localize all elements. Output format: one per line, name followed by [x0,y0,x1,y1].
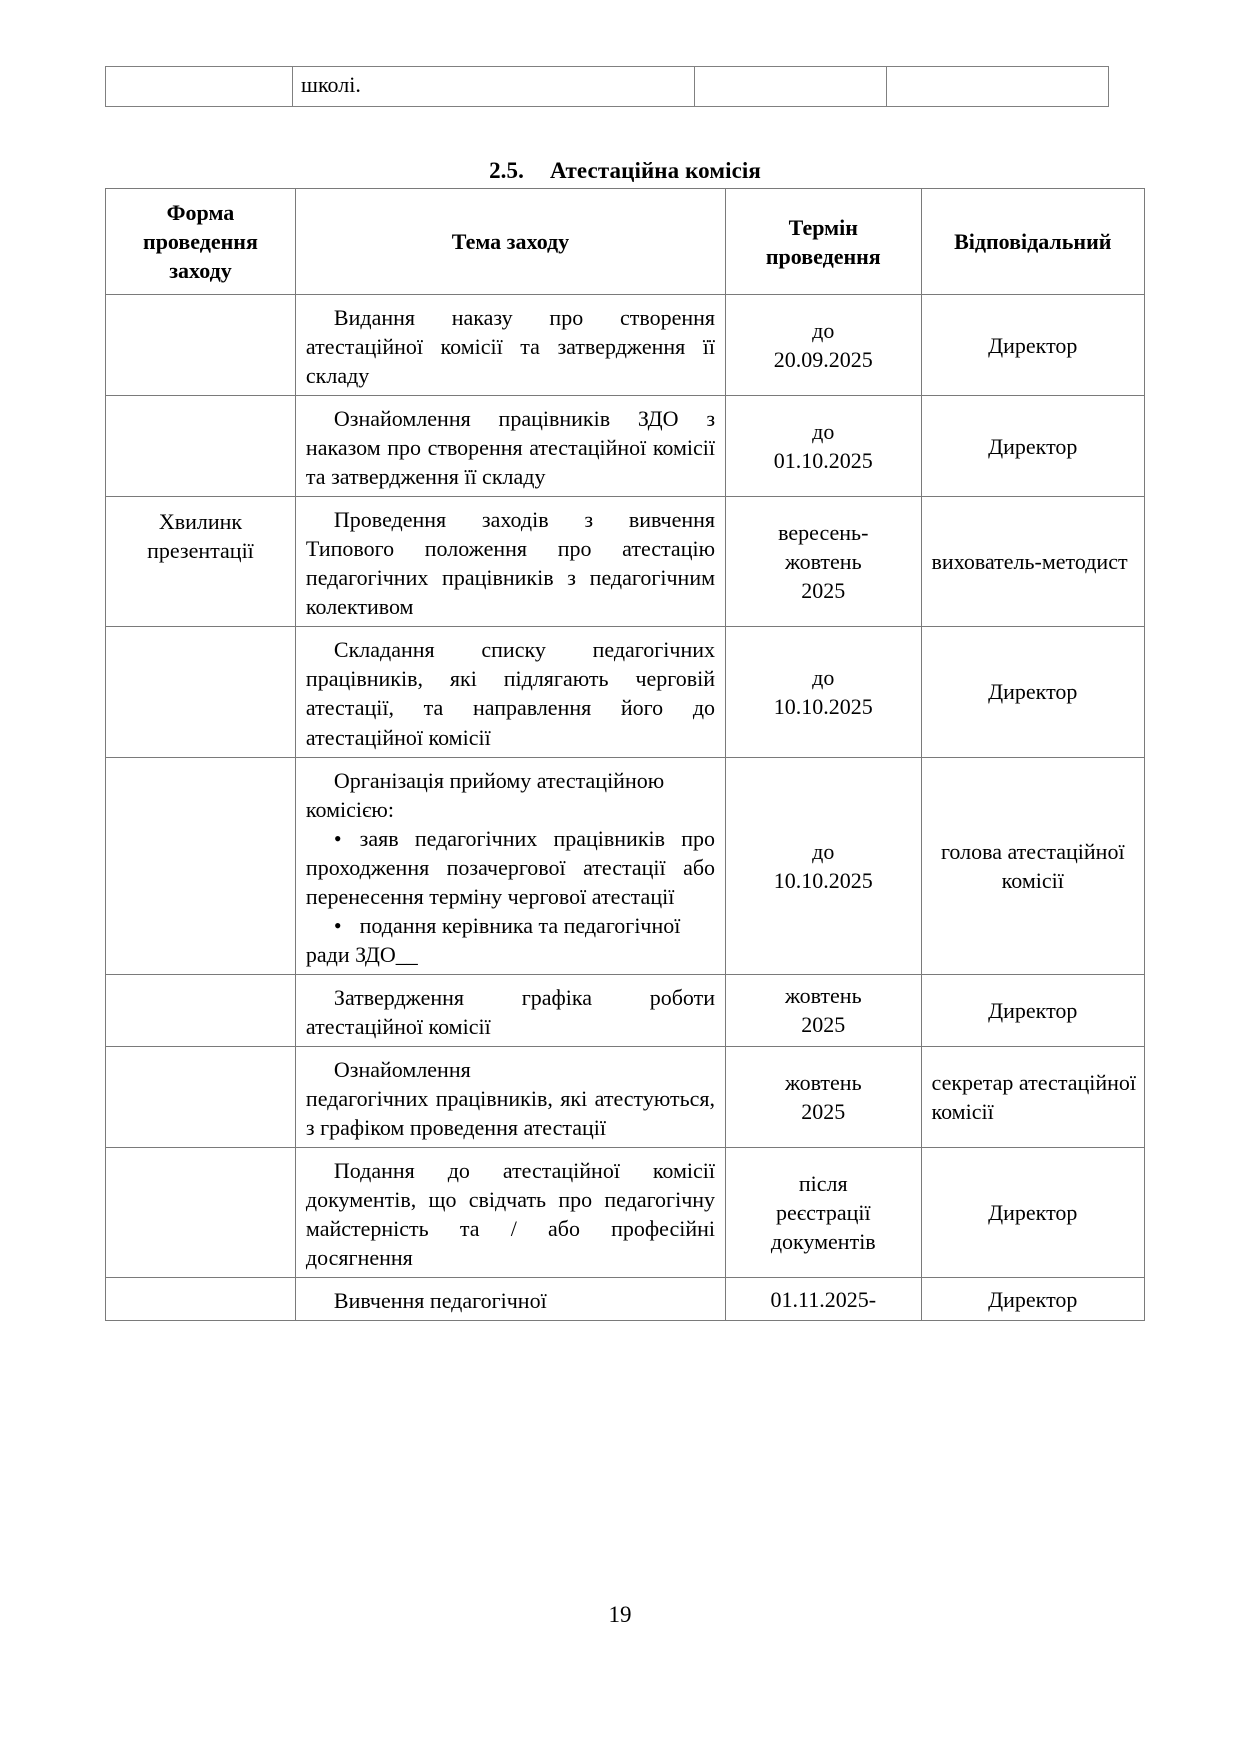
term-line: до [812,318,835,344]
topic-paragraph: Складання списку педагогічних працівників, які підлягають черговій атестації, та направлення його до атестаційної комісії [305,637,716,750]
topic-paragraph: Видання наказу про створення атестаційної комісії та затвердження її складу [305,305,716,389]
topic-bullet-item [306,911,715,969]
column-header-responsible: Відповідальний [921,189,1144,295]
cell-form [106,396,296,497]
column-header-topic: Тема заходу [295,189,725,295]
cell-form [106,1278,296,1321]
table-row [106,1147,1145,1277]
cell-responsible: Директор [921,627,1144,757]
cell-term [726,757,922,974]
topic-intro: Організація прийому атестаційною комісією: [305,767,665,822]
table-row [106,757,1145,974]
term-line: 10.10.2025 [773,867,873,893]
topic-paragraph: Затвердження графіка роботи атестаційної комісії [305,984,716,1039]
page-number: 19 [608,1602,632,1627]
cell-topic [295,757,725,974]
cell-topic [295,974,725,1046]
section-number: 2.5. [489,158,524,183]
section-heading [105,158,1145,184]
cell-responsible: вихователь-методист [921,497,1144,627]
bullet-icon: • [333,825,342,851]
cell-responsible: Директор [921,1147,1144,1277]
bullet-text: подання керівника та педагогічної ради ЗДО__ [305,912,681,967]
cell-term [726,295,922,396]
cell-responsible: Директор [921,974,1144,1046]
cell-responsible: голова атестаційної комісії [921,757,1144,974]
cell-topic [295,497,725,627]
cell-topic [295,396,725,497]
cell-form [106,757,296,974]
term-line: до [812,664,835,690]
table-row [106,396,1145,497]
term-line: жовтень [784,983,862,1009]
continuation-cell-form [106,67,293,107]
bullet-icon: • [333,912,342,938]
table-row [106,67,1109,107]
term-line: 20.09.2025 [773,347,873,373]
table-row [106,1278,1145,1321]
column-header-term: Термін проведення [726,189,922,295]
cell-topic [295,627,725,757]
bullet-text: заяв педагогічних працівників про проходження позачергової атестації або перенесення терміну чергової атестації [305,825,716,909]
cell-responsible: Директор [921,396,1144,497]
table-row [106,1046,1145,1147]
table-row [106,627,1145,757]
cell-term [726,1046,922,1147]
section-title: Атестаційна комісія [549,158,761,183]
term-line: після [798,1170,848,1196]
continuation-table [105,66,1109,107]
term-line: 2025 [801,578,846,604]
term-line: жовтень [784,1069,862,1095]
cell-form [106,1046,296,1147]
cell-responsible: секретар атестаційної комісії [921,1046,1144,1147]
topic-paragraph: Проведення заходів з вивчення Типового положення про атестацію педагогічних працівників з педагогічним колективом [305,507,716,620]
term-line: до [812,419,835,445]
cell-form [106,1147,296,1277]
table-row [106,974,1145,1046]
cell-responsible: Директор [921,295,1144,396]
cell-responsible: Директор [921,1278,1144,1321]
cell-term [726,1278,922,1321]
cell-topic [295,1147,725,1277]
table-row [106,295,1145,396]
term-line: 01.11.2025- [770,1286,877,1312]
term-line: до [812,838,835,864]
topic-bullet-item [306,824,715,911]
continuation-cell-topic: школі. [293,67,695,107]
topic-paragraph: педагогічних працівників, які атестуються, з графіком проведення атестації [305,1085,716,1140]
term-line: 2025 [801,1098,846,1124]
topic-paragraph: Ознайомлення працівників ЗДО з наказом про створення атестаційної комісії та затвердження її складу [305,406,716,490]
cell-topic [295,1278,725,1321]
table-header-row [106,189,1145,295]
cell-term [726,974,922,1046]
continuation-cell-responsible [887,67,1109,107]
cell-form [106,974,296,1046]
term-line: реєстрації [775,1199,871,1225]
term-line: вересень- [778,520,869,546]
column-header-form: Форма проведення заходу [106,189,296,295]
term-line: 10.10.2025 [773,693,873,719]
topic-paragraph: Вивчення педагогічної [333,1288,547,1314]
topic-first-line: Ознайомлення [333,1056,471,1082]
term-line: 01.10.2025 [773,448,873,474]
term-line: документів [770,1228,876,1254]
attestation-commission-table [105,188,1145,1321]
term-line: жовтень [784,549,862,575]
continuation-cell-term [695,67,887,107]
cell-form [106,295,296,396]
cell-term [726,497,922,627]
cell-form [106,627,296,757]
cell-term [726,396,922,497]
cell-form: Хвилинк презентації [106,497,296,627]
cell-term [726,627,922,757]
cell-topic [295,295,725,396]
table-row [106,497,1145,627]
topic-paragraph: Подання до атестаційної комісії документів, що свідчать про педагогічну майстерність та / або професійні досягнення [305,1157,716,1270]
term-line: 2025 [801,1012,846,1038]
cell-term [726,1147,922,1277]
cell-topic [295,1046,725,1147]
